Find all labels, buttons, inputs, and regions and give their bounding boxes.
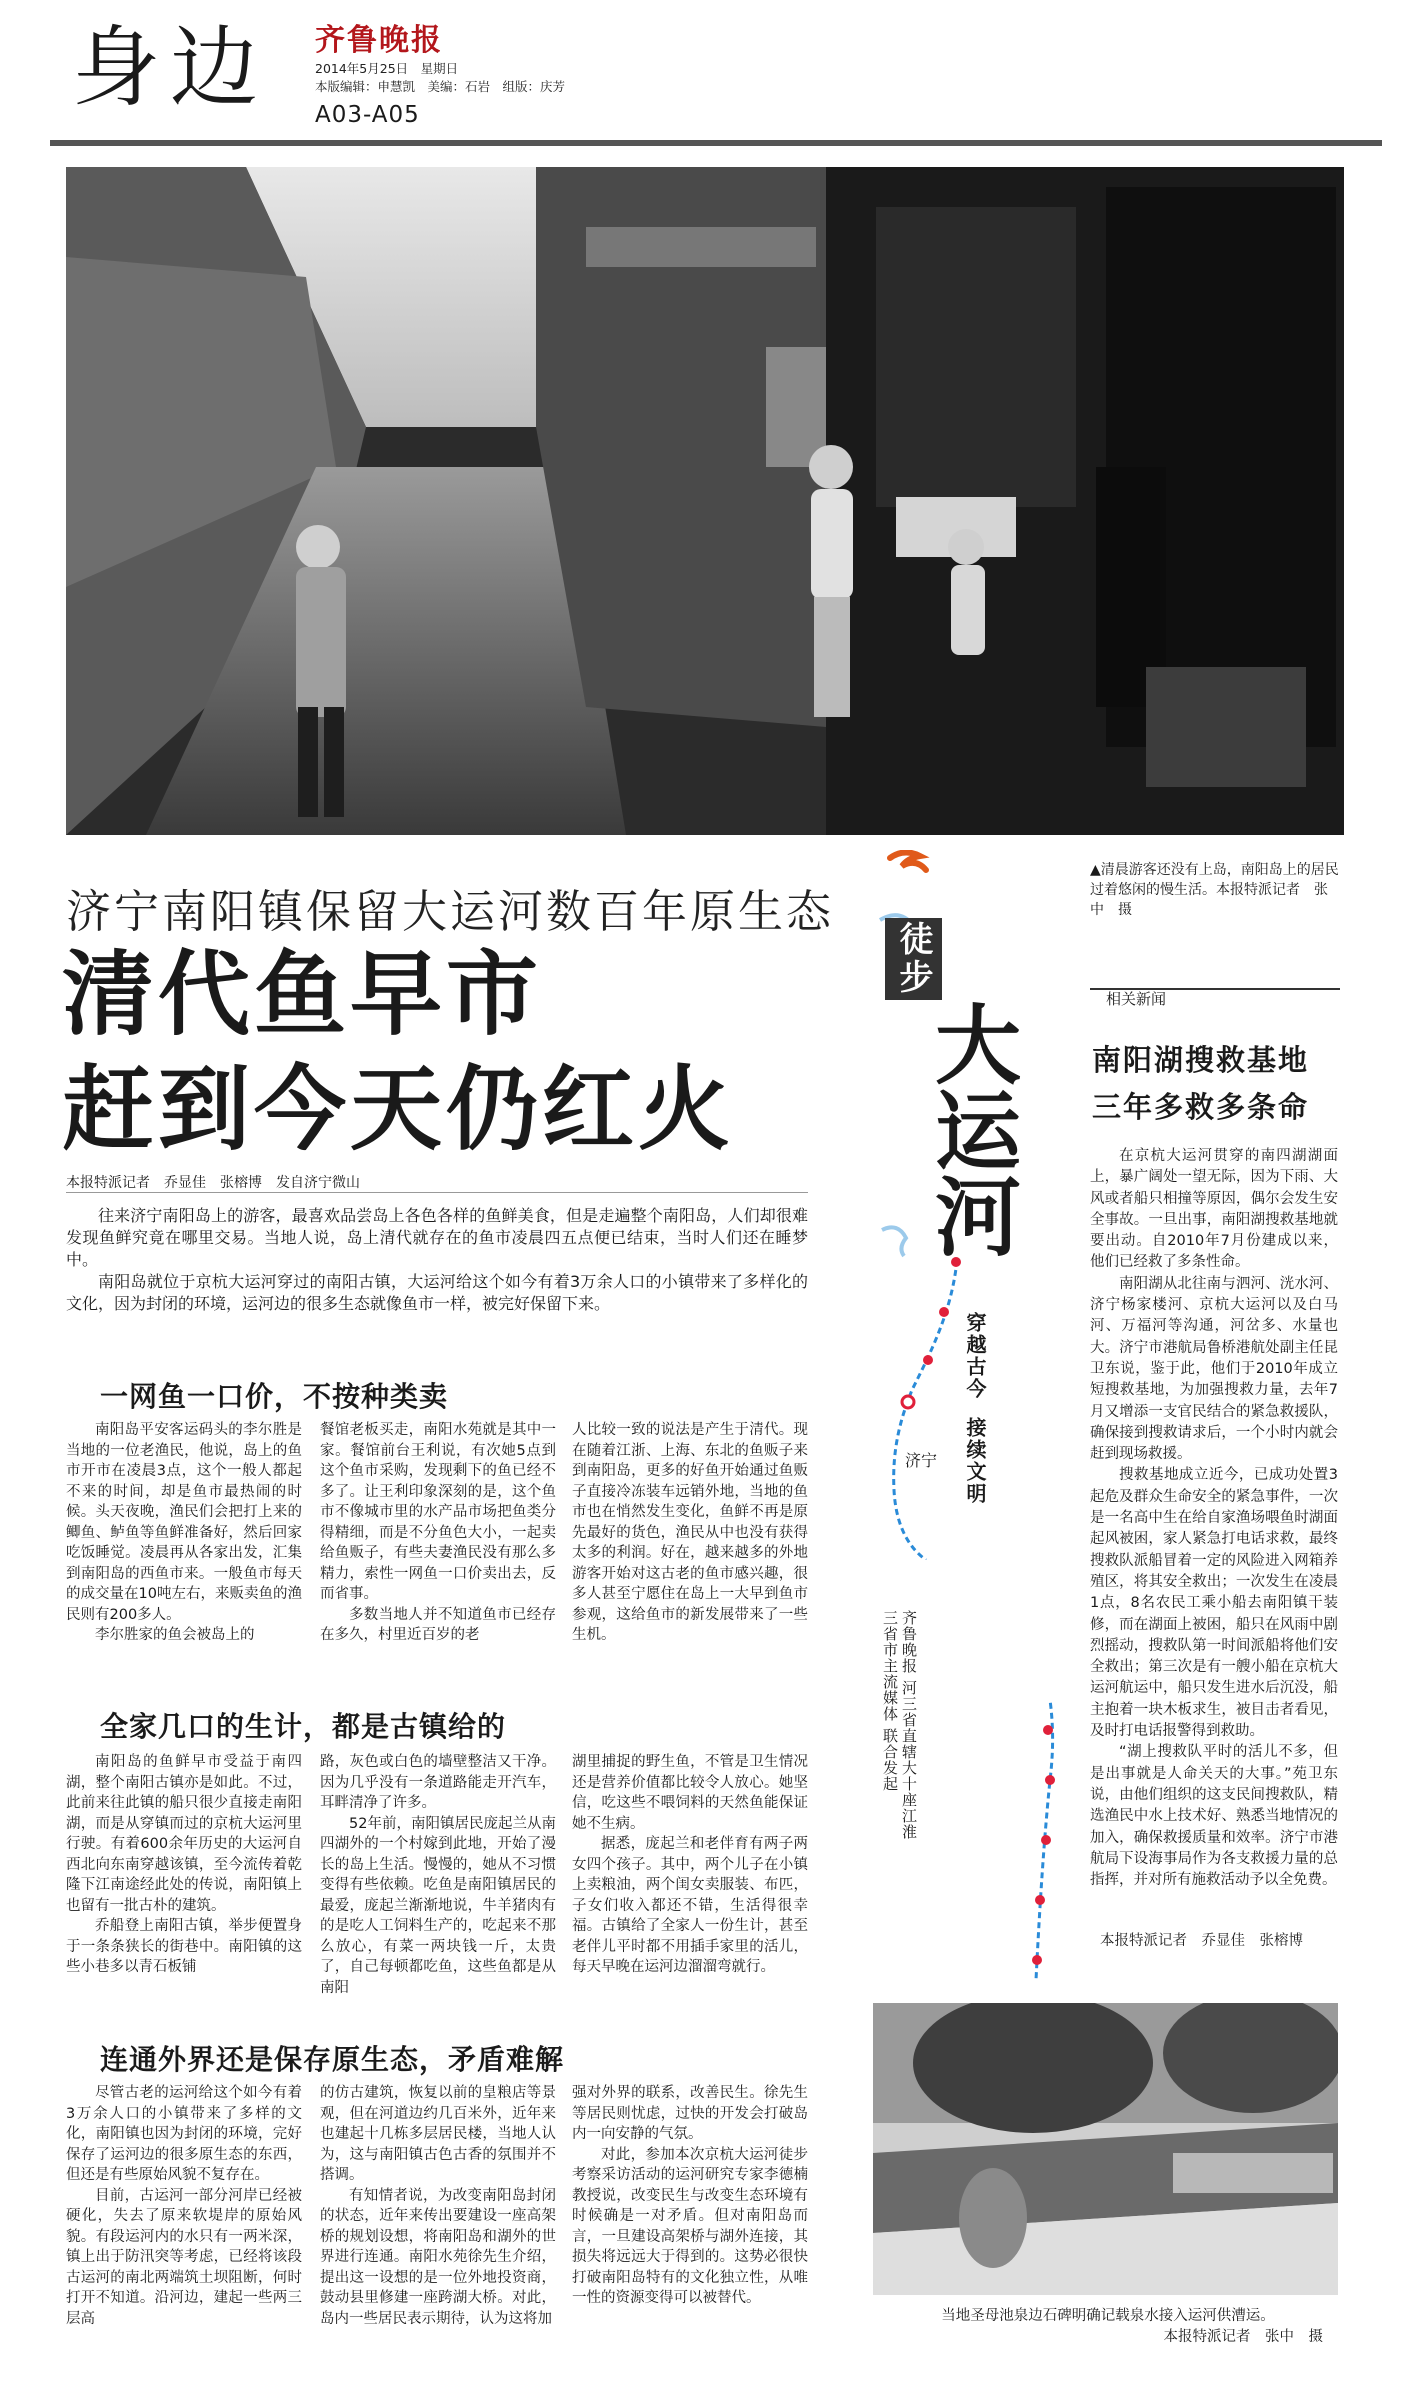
section3-col2-p2: 有知情者说，为改变南阳岛封闭的状态，近年来传出要建设一座高架桥的规划设想，将南阳岛和湖外的世界进行连通。南阳水苑徐先生介绍，提出这一设想的是一位外地投资商，鼓动县里修建一座跨湖大桥。对此，岛内一些居民表示期待，认为这将加	[320, 2187, 556, 2327]
section2-col1-p1: 南阳岛的鱼鲜早市受益于南四湖，整个南阳古镇亦是如此。不过，此前来往此镇的船只很少直接走南阳湖，而是从穿镇而过的京杭大运河里行驶。有着600余年历史的大运河自西北向东南穿越该镇，至今流传着乾隆下江南途经此处的传说，南阳镇上也留有一批古朴的建筑。	[66, 1754, 302, 1914]
section1-col2-p2: 多数当地人并不知道鱼市已经存在多久，村里近百岁的老	[320, 1606, 556, 1643]
section3-title: 连通外界还是保存原生态，矛盾难解	[100, 2043, 565, 2076]
related-title-1: 南阳湖搜救基地	[1092, 1043, 1310, 1077]
article-byline: 本报特派记者 乔显佳 张榕博 发自济宁微山	[66, 1175, 360, 1191]
related-byline: 本报特派记者 乔显佳 张榕博	[1100, 1933, 1303, 1949]
series-slogan-1: 穿越古今	[963, 1312, 987, 1400]
related-p1: 在京杭大运河贯穿的南四湖湖面上，暴广阔处一望无际，因为下雨、大风或者船只相撞等原因，偶尔会发生安全事故。一旦出事，南阳湖搜救基地就要出动。自2010年7月份建成以来，他们已经救了多条性命。	[1090, 1148, 1338, 1271]
page-range: A03-A05	[315, 102, 420, 128]
lead-paragraph-1: 往来济宁南阳岛上的游客，最喜欢品尝岛上各色各样的鱼鲜美食，但是走遍整个南阳岛，人们却很难发现鱼鲜究竟在哪里交易。当地人说，岛上清代就存在的鱼市凌晨四五点便已结束，当时人们还在睡梦中。	[66, 1206, 808, 1269]
series-title: 大运河	[920, 1000, 1020, 1258]
related-p4: “湖上搜救队平时的活儿不多，但是出事就是人命关天的大事。”苑卫东说，由他们组织的这支民间搜救队，精选渔民中水上技术好、熟悉当地情况的加入，确保救援质量和效率。济宁市港航局下设海事局作为各支救援力量的总指挥，并对所有施救活动予以全免费。	[1090, 1744, 1338, 1889]
section2-col1-p2: 乔船登上南阳古镇，举步便置身于一条条狭长的街巷中。南阳镇的这些小巷多以青石板铺	[66, 1918, 302, 1975]
header-rule	[50, 140, 1382, 146]
section3-col3-p2: 对此，参加本次京杭大运河徒步考察采访活动的运河研究专家李德楠教授说，改变民生与改变生态环境有时候确是一对矛盾。但对南阳岛而言，一旦建设高架桥与湖外连接，其损失将远远大于得到的。这势必很快打破南阳岛特有的文化独立性，从唯一性的资源变得可以被替代。	[572, 2146, 808, 2306]
main-photo	[66, 167, 1344, 835]
section1-col3-p1: 人比较一致的说法是产生于清代。现在随着江浙、上海、东北的鱼贩子来到南阳岛，更多的好鱼开始通过鱼贩子直接冷冻装车远销外地，当地的鱼市也在悄然发生变化，鱼鲜不再是原先最好的货色，渔民从中也没有获得太多的利润。好在，越来越多的外地游客开始对这古老的鱼市感兴趣，很多人甚至宁愿住在岛上一大早到鱼市参观，这给鱼市的新发展带来了一些生机。	[572, 1422, 808, 1643]
section3-col3-p1: 强对外界的联系，改善民生。徐先生等居民则忧虑，过快的开发会打破岛内一向安静的气氛。	[572, 2085, 808, 2142]
date-line: 2014年5月25日 星期日	[315, 61, 459, 76]
section3-col2	[320, 2083, 556, 2329]
series-slogan-2: 接续文明	[963, 1416, 987, 1505]
series-organizer-1: 齐鲁晚报	[900, 1610, 918, 1674]
series-organizer-3: 联合发起	[881, 1727, 899, 1792]
lead-paragraph-2: 南阳岛就位于京杭大运河穿过的南阳古镇，大运河给这个如今有着3万余人口的小镇带来了多样化的文化，因为封闭的环境，运河边的很多生态就像鱼市一样，被完好保留下来。	[66, 1272, 808, 1313]
section2-col2-p1: 路，灰色或白色的墙壁整洁又干净。因为几乎没有一条道路能走开汽车，耳畔清净了许多。	[320, 1754, 556, 1811]
section1-col1-p1: 南阳岛平安客运码头的李尔胜是当地的一位老渔民，他说，岛上的鱼市开市在凌晨3点，这个一般人都起不来的时间，却是鱼市最热闹的时候。头天夜晚，渔民们会把打上来的鲫鱼、鲈鱼等鱼鲜准备好，然后回家吃饭睡觉。凌晨再从各家出发，汇集到南阳岛的西鱼市来。一般鱼市每天的成交量在10吨左右，来贩卖鱼的渔民则有200多人。	[66, 1422, 302, 1623]
headline-line-1: 清代鱼早市	[62, 941, 543, 1048]
street-scene-illustration	[66, 167, 1344, 835]
related-title-2: 三年多救多条命	[1092, 1090, 1310, 1124]
section3-col1	[66, 2083, 302, 2329]
canal-stone-illustration	[873, 2003, 1338, 2295]
section1-col2	[320, 1420, 556, 1646]
series-route-dots	[1010, 1700, 1070, 2000]
section1-col1-p2: 李尔胜家的鱼会被岛上的	[95, 1627, 255, 1643]
related-p2: 南阳湖从北往南与泗河、洸水河、济宁杨家楼河、京杭大运河以及白马河、万福河等沟通，河岔多、水量也大。济宁市港航局鲁桥港航处副主任昆卫东说，鉴于此，他们于2010年成立短搜救基地，为加强搜救力量，去年7月又增添一支官民结合的紧急救援队，确保接到搜救请求后，一个小时内就会赶到现场救援。	[1090, 1275, 1338, 1463]
byline-rule	[66, 1192, 808, 1193]
section2-title: 全家几口的生计，都是古镇给的	[100, 1710, 507, 1743]
section2-col3	[572, 1752, 808, 1978]
related-p3: 搜救基地成立近今，已成功处置3起危及群众生命安全的紧急事件，一次是一名高中生在给自家渔场喂鱼时湖面起风被困，家人紧急打电话求救，最终搜救队派船冒着一定的风险进入网箱养殖区，将其安全救出；一次发生在凌晨1点，8名农民工乘小船去南阳镇干装修，而在湖面上被困，船只在风雨中剧烈摇动，搜救队第一时间派船将他们安全救出；第三次是有一艘小船在京杭大运河航运中，船只发生进水后沉没，船主抱着一块木板求生，被目击者看见，及时打电话报警得到救助。	[1090, 1467, 1338, 1740]
section3-col1-p2: 目前，古运河一部分河岸已经被硬化，失去了原来软堤岸的原始风貌。有段运河内的水只有一两米深，镇上出于防汛突等考虑，已经将该段古运河的南北两端筑土坝阻断，何时打开不知道。沿河边，建起一些两三层高	[66, 2187, 302, 2327]
series-organizers	[880, 1610, 918, 1840]
section2-col2	[320, 1752, 556, 1998]
section3-col3	[572, 2083, 808, 2309]
related-news-label: 相关新闻	[1106, 990, 1167, 1008]
series-route-extension	[1010, 1700, 1070, 2000]
bottom-caption-line1: 当地圣母池泉边石碑明确记载泉水接入运河供漕运。	[941, 2308, 1275, 2324]
section2-col3-p1: 湖里捕捉的野生鱼，不管是卫生情况还是营养价值都比较令人放心。她坚信，吃这些不喂饲料的天然鱼能保证她不生病。	[572, 1754, 808, 1832]
section-title: 身边	[72, 16, 269, 119]
series-organizer-2: 河三省直辖大十座江淮三省市主流媒体	[881, 1610, 918, 1840]
editor-line: 本版编辑：申慧凯 美编：石岩 组版：庆芳	[315, 79, 566, 94]
section1-col2-p1: 餐馆老板买走，南阳水苑就是其中一家。餐馆前台王利说，有次她5点到这个鱼市采购，发现剩下的鱼已经不多了。让王利印象深刻的是，这个鱼市不像城市里的水产品市场把鱼类分得精细，而是不分鱼色大小，一起卖给鱼贩子，有些夫妻渔民没有那么多精力，索性一网鱼一口价卖出去，反而省事。	[320, 1422, 556, 1602]
section2-col1	[66, 1752, 302, 1978]
section1-col1	[66, 1420, 302, 1646]
section1-title: 一网鱼一口价，不按种类卖	[100, 1380, 449, 1413]
newspaper-logo: 齐鲁晚报	[315, 23, 443, 58]
bottom-photo-caption	[873, 2306, 1343, 2348]
section1-col3	[572, 1420, 808, 1646]
headline-kicker: 济宁南阳镇保留大运河数百年原生态	[66, 885, 835, 938]
section2-col2-p2: 52年前，南阳镇居民庞起兰从南四湖外的一个村嫁到此地，开始了漫长的岛上生活。慢慢的，她从不习惯变得有些依赖。吃鱼是南阳镇居民的最爱，庞起兰渐渐地说，牛羊猪肉有的是吃人工饲料生产的，吃起来不那么放心，有菜一两块钱一斤，太贵了，自己每顿都吃鱼，这些鱼都是从南阳	[320, 1815, 556, 1996]
section3-col2-p1: 的仿古建筑，恢复以前的皇粮店等景观，但在河道边约几百米外，近年来也建起十几栋多层居民楼，当地人认为，这与南阳镇古色古香的氛围并不搭调。	[320, 2085, 556, 2183]
headline-line-2: 赶到今天仍红火	[62, 1056, 735, 1163]
bottom-caption-line2: 本报特派记者 张中 摄	[1163, 2329, 1323, 2345]
bottom-photo	[873, 2003, 1338, 2295]
series-tag: 徒步	[885, 918, 942, 1000]
related-body	[1090, 1146, 1338, 1891]
main-photo-caption: ▲清晨游客还没有上岛，南阳岛上的居民过着悠闲的慢生活。本报特派记者 张中 摄	[1090, 862, 1339, 918]
section2-col3-p2: 据悉，庞起兰和老伴育有两子两女四个孩子。其中，两个儿子在小镇上卖粮油，两个闺女卖服装、布匹，子女们收入都还不错，生活得很幸福。古镇给了全家人一份生计，甚至老伴儿平时都不用插手家里的活儿，每天早晚在运河边溜溜弯就行。	[572, 1836, 808, 1975]
section3-col1-p1: 尽管古老的运河给这个如今有着3万余人口的小镇带来了多样的文化，南阳镇也因为封闭的环境，完好保存了运河边的很多原生态的东西，但还是有些原始风貌不复存在。	[66, 2085, 302, 2183]
series-slogan	[962, 1312, 988, 1505]
series-city: 济宁	[905, 1451, 938, 1470]
